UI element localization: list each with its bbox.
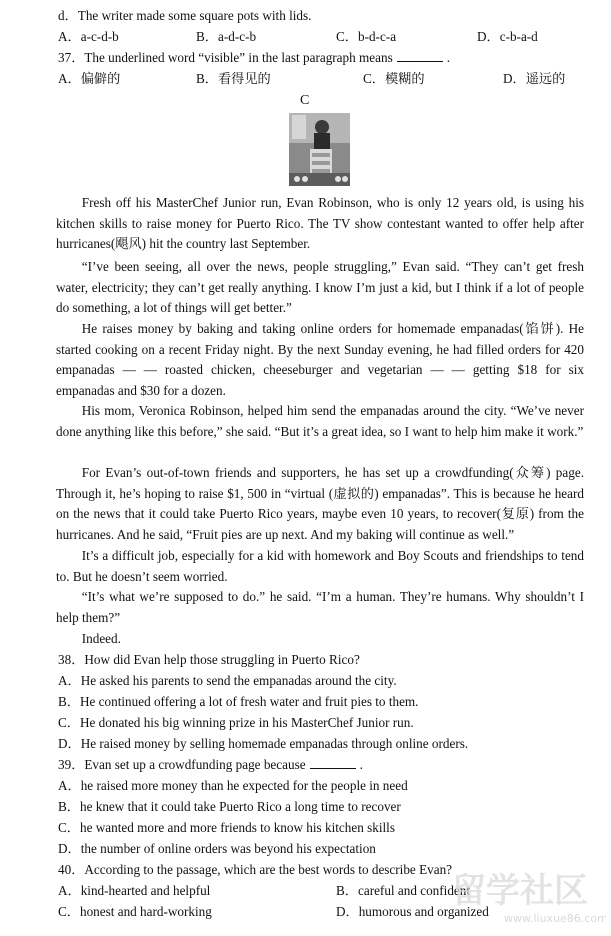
q37-blank bbox=[397, 49, 443, 62]
q40-choice-d: D．humorous and organized bbox=[336, 904, 489, 919]
q38-choice-a: A．He asked his parents to send the empanadas around the city. bbox=[58, 673, 397, 688]
q39-stem-text: 39．Evan set up a crowdfunding page because bbox=[58, 757, 306, 772]
passage-paragraph-7: “It’s what we’re supposed to do.” he said. “I’m a human. They’re humans. Why shouldn’t I help them?” bbox=[56, 589, 584, 625]
watermark-url: www.liuxue86.com bbox=[504, 912, 606, 925]
passage-paragraph-4: His mom, Veronica Robinson, helped him send the empanadas around the city. “We’ve never done anything like this before,” she said. “But it’s a great idea, so I want to help him make it work.” bbox=[56, 403, 584, 439]
q37-stem-end: . bbox=[446, 50, 451, 65]
watermark-graphic bbox=[446, 862, 606, 932]
passage-photo bbox=[289, 113, 350, 186]
section-label: C bbox=[300, 93, 310, 108]
q39-choice-a: A．he raised more money than he expected for the people in need bbox=[58, 778, 408, 793]
passage-paragraph-1: Fresh off his MasterChef Junior run, Evan Robinson, who is only 12 years old, is using his kitchen skills to raise money for Puerto Rico. The TV show contestant wanted to offer help after hurricanes(飓风) hit the country last September. bbox=[56, 195, 584, 252]
q36-choice-c: C．b-d-c-a bbox=[336, 29, 397, 44]
q36-choice-b: B．a-d-c-b bbox=[196, 29, 257, 44]
q39-choice-d: D．the number of online orders was beyond his expectation bbox=[58, 841, 376, 856]
photo-image bbox=[289, 113, 350, 186]
q36-option-d: d．The writer made some square pots with lids. bbox=[58, 8, 312, 23]
q40-choice-a: A．kind-hearted and helpful bbox=[58, 883, 211, 898]
q39-blank bbox=[310, 756, 356, 769]
q37-choice-d: D．遥远的 bbox=[503, 71, 566, 86]
q37-stem bbox=[58, 49, 450, 67]
q38-choice-c: C．He donated his big winning prize in his MasterChef Junior run. bbox=[58, 715, 414, 730]
q40-choice-c: C．honest and hard-working bbox=[58, 904, 212, 919]
q38-choice-b: B．He continued offering a lot of fresh water and fruit pies to them. bbox=[58, 694, 419, 709]
passage-paragraph-8: Indeed. bbox=[81, 631, 121, 646]
q39-stem bbox=[58, 756, 363, 774]
passage-paragraph-2: “I’ve been seeing, all over the news, people struggling,” Evan said. “They can’t get fresh water, electricity; they can’t get really anything. I know I’m just a kid, but I think if a lot of people do something, a lot of things will get better.” bbox=[56, 259, 584, 316]
q37-choice-c: C．模糊的 bbox=[363, 71, 425, 86]
q40-stem: 40．According to the passage, which are the best words to describe Evan? bbox=[58, 862, 453, 877]
q37-stem-text: 37．The underlined word “visible” in the last paragraph means bbox=[58, 50, 393, 65]
passage-paragraph-3: He raises money by baking and taking online orders for homemade empanadas(馅饼). He started cooking on a recent Friday night. By the next Sunday evening, he had filled orders for 420 empanadas — — roasted chicken, cheeseburger and vegetarian — — getting $18 for six empanadas and $30 for a dozen. bbox=[56, 321, 584, 399]
q37-choice-a: A．偏僻的 bbox=[58, 71, 121, 86]
q37-choice-b: B．看得见的 bbox=[196, 71, 271, 86]
watermark-logo bbox=[446, 862, 606, 932]
passage-paragraph-5: For Evan’s out-of-town friends and supporters, he has set up a crowdfunding(众筹) page. Through it, he’s hoping to raise $1, 500 in “virtual (虚拟的) empanadas”. This is because he heard on the news that it could take Puerto Rico years, maybe even 10 years, to recover(复原) from the hurricanes. And he said, “Fruit pies are up next. And my baking will continue as well.” bbox=[56, 465, 584, 543]
q39-choice-b: B．he knew that it could take Puerto Rico a long time to recover bbox=[58, 799, 401, 814]
q39-stem-end: . bbox=[359, 757, 363, 772]
q38-choice-d: D．He raised money by selling homemade empanadas through online orders. bbox=[58, 736, 469, 751]
q38-stem: 38．How did Evan help those struggling in Puerto Rico? bbox=[58, 652, 360, 667]
q36-choice-d: D．c-b-a-d bbox=[477, 29, 538, 44]
q40-choice-b: B．careful and confident bbox=[336, 883, 471, 898]
q39-choice-c: C．he wanted more and more friends to know his kitchen skills bbox=[58, 820, 395, 835]
passage-paragraph-6: It’s a difficult job, especially for a kid with homework and Boy Scouts and friendships to tend to. But he doesn’t seem worried. bbox=[56, 548, 584, 584]
q36-choice-a: A．a-c-d-b bbox=[58, 29, 119, 44]
watermark-text: 留学社区 bbox=[452, 871, 588, 911]
